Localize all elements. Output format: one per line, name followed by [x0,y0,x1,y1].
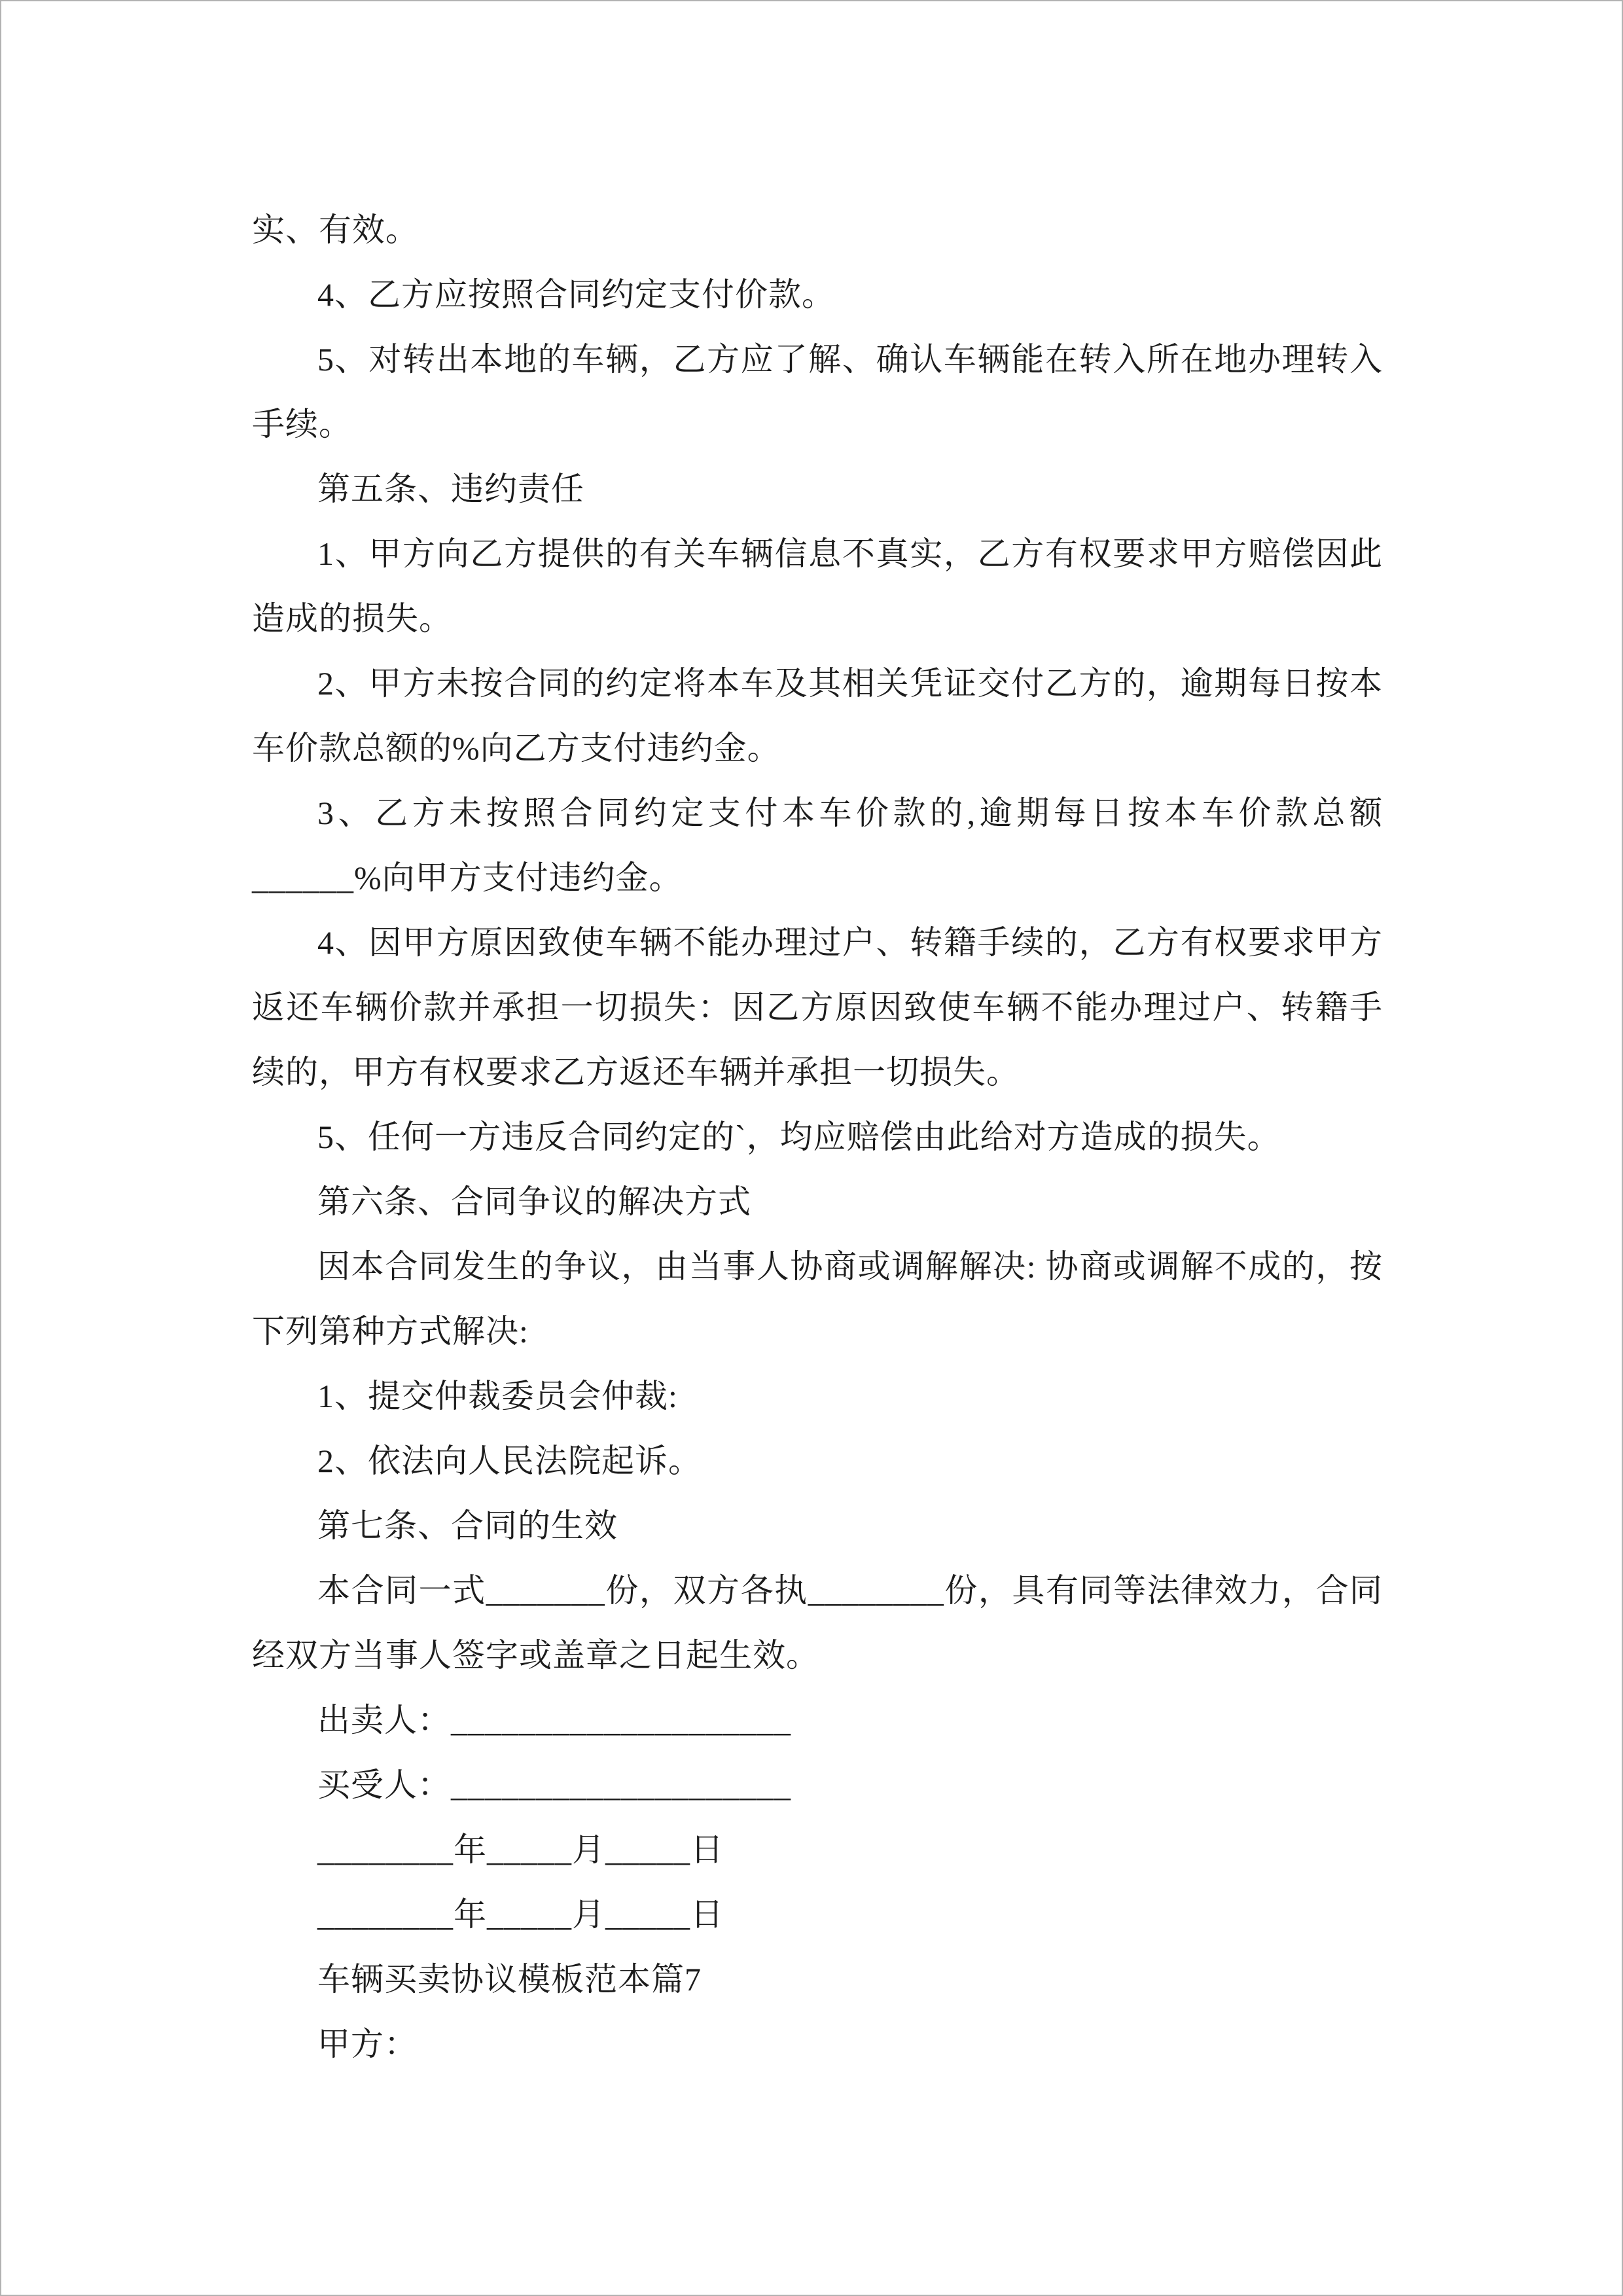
paragraph: 本合同一式_______份，双方各执________份，具有同等法律效力，合同经双方当事人签字或盖章之日起生效。 [252,1572,1383,1674]
paragraph: 4、因甲方原因致使车辆不能办理过户、转籍手续的，乙方有权要求甲方返还车辆价款并承担一切损失：因乙方原因致使车辆不能办理过户、转籍手续的，甲方有权要求乙方返还车辆并承担一切损失。 [252,924,1383,1090]
paragraph: 甲方： [317,2026,418,2062]
paragraph: 车辆买卖协议模板范本篇7 [317,1961,702,1998]
paragraph: 第五条、违约责任 [317,471,584,507]
document-body [252,198,1383,2077]
paragraph: 第六条、合同争议的解决方式 [317,1183,751,1220]
paragraph: 1、提交仲裁委员会仲裁: [317,1378,678,1414]
paragraph: 第七条、合同的生效 [317,1507,618,1544]
paragraph: 2、依法向人民法院起诉。 [317,1443,702,1479]
paragraph: 买受人：____________________ [317,1767,791,1803]
paragraph: ________年_____月_____日 [317,1831,724,1868]
paragraph: 5、对转出本地的车辆，乙方应了解、确认车辆能在转入所在地办理转入手续。 [252,341,1383,442]
paragraph: 3、乙方未按照合同约定支付本车价款的,逾期每日按本车价款总额______%向甲方支付违约金。 [252,795,1383,896]
paragraph: 因本合同发生的争议，由当事人协商或调解解决: 协商或调解不成的，按下列第种方式解决: [252,1248,1383,1350]
paragraph: 5、任何一方违反合同约定的`，均应赔偿由此给对方造成的损失。 [317,1119,1281,1155]
paragraph: 出卖人：____________________ [317,1702,791,1738]
paragraph: 2、甲方未按合同的约定将本车及其相关凭证交付乙方的，逾期每日按本车价款总额的%向乙方支付违约金。 [252,665,1383,766]
paragraph: 实、有效。 [252,211,419,248]
paragraph: ________年_____月_____日 [317,1896,724,1933]
paragraph: 1、甲方向乙方提供的有关车辆信息不真实，乙方有权要求甲方赔偿因此造成的损失。 [252,535,1383,637]
paragraph: 4、乙方应按照合同约定支付价款。 [317,276,835,313]
